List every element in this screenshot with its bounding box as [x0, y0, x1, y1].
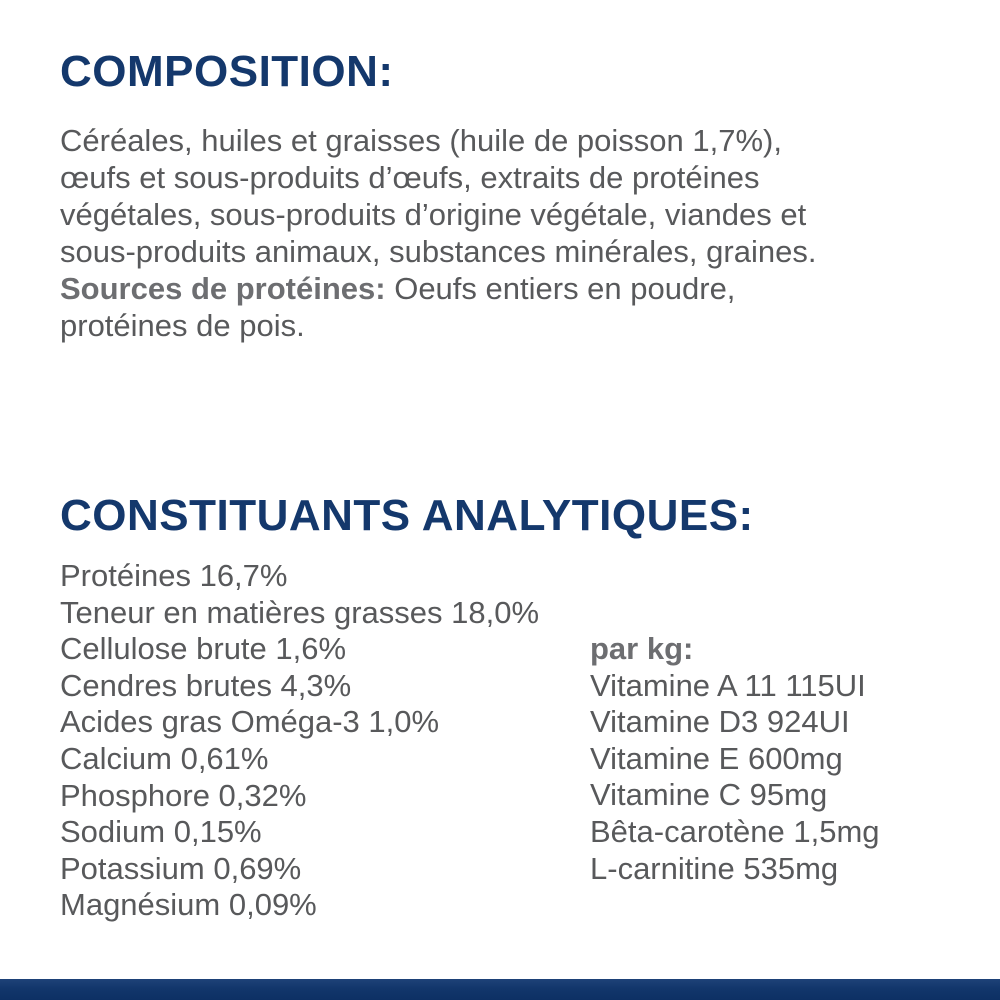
- paragraph-line: œufs et sous-produits d’œufs, extraits de protéines: [60, 160, 760, 195]
- vitamin-row: Vitamine C 95mg: [590, 777, 828, 813]
- vitamin-row: Vitamine E 600mg: [590, 740, 843, 776]
- per-kg-list: [590, 631, 880, 887]
- nutrient-row: Cellulose brute 1,6%: [60, 631, 347, 667]
- nutrient-row: Protéines 16,7%: [60, 558, 288, 593]
- vitamin-row: Bêta-carotène 1,5mg: [590, 813, 880, 849]
- paragraph-line: végétales, sous-produits d’origine végétale, viandes et: [60, 197, 807, 232]
- analytical-heading: CONSTITUANTS ANALYTIQUES:: [60, 491, 754, 540]
- vitamin-row: Vitamine D3 924UI: [590, 704, 850, 740]
- per-kg-label: par kg:: [590, 631, 694, 666]
- sources-text: Oeufs entiers en poudre,: [385, 271, 736, 306]
- nutrient-row: Phosphore 0,32%: [60, 777, 307, 813]
- composition-section: [60, 47, 960, 344]
- paragraph-line-sources: [60, 270, 960, 307]
- nutrient-row: Magnésium 0,09%: [60, 887, 317, 923]
- nutrient-row: Sodium 0,15%: [60, 814, 262, 850]
- nutrient-row: Cendres brutes 4,3%: [60, 667, 352, 703]
- paragraph-line: sous-produits animaux, substances minérales, graines.: [60, 234, 817, 269]
- nutrient-row: Acides gras Oméga-3 1,0%: [60, 704, 440, 740]
- sources-label: Sources de protéines:: [60, 271, 386, 306]
- vitamin-row: L-carnitine 535mg: [590, 850, 839, 886]
- nutrient-list: [60, 558, 539, 924]
- footer-bar: [0, 979, 1000, 1000]
- nutrient-row: Potassium 0,69%: [60, 850, 302, 886]
- vitamin-row: Vitamine A 11 115UI: [590, 667, 866, 703]
- composition-heading: COMPOSITION:: [60, 47, 394, 96]
- paragraph-line-sources-2: protéines de pois.: [60, 308, 305, 343]
- paragraph-line: Céréales, huiles et graisses (huile de poisson 1,7%),: [60, 123, 782, 158]
- analytical-section: [60, 491, 960, 954]
- nutrient-row: Teneur en matières grasses 18,0%: [60, 594, 540, 630]
- composition-paragraph: [60, 122, 960, 344]
- nutrient-row: Calcium 0,61%: [60, 740, 269, 776]
